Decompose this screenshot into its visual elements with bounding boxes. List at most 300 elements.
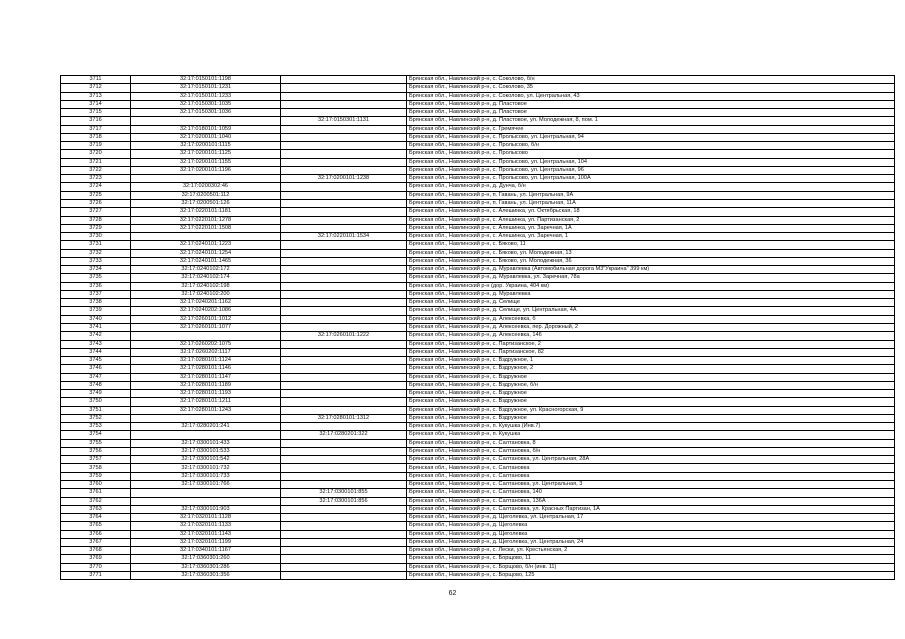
table-row	[61, 175, 895, 183]
land-cadastral-number-cell: 32:17:0300101:903	[131, 505, 281, 513]
address-cell: Брянская обл., Навлинский р-н, с. Бяково, 11	[407, 241, 895, 249]
address-cell: Брянская обл., Навлинский р-н, д. Щеголевка	[407, 522, 895, 530]
table-row	[61, 439, 895, 447]
building-cadastral-number-cell	[281, 183, 407, 191]
table-row	[61, 447, 895, 455]
table-row	[61, 117, 895, 125]
row-number-cell: 3749	[61, 390, 131, 398]
land-cadastral-number-cell	[131, 175, 281, 183]
row-number-cell: 3739	[61, 307, 131, 315]
address-cell: Брянская обл., Навлинский р-н, с. Салтановка, 140	[407, 489, 895, 497]
address-cell: Брянская обл., Навлинский р-н, с. Салтановка, ул. Центральная, 3	[407, 481, 895, 489]
address-cell: Брянская обл., Навлинский р-н, с. Лески, ул. Крестьянская, 2	[407, 547, 895, 555]
building-cadastral-number-cell	[281, 390, 407, 398]
table-row	[61, 199, 895, 207]
table-row	[61, 299, 895, 307]
building-cadastral-number-cell	[281, 348, 407, 356]
address-cell: Брянская обл., Навлинский р-н, с. Пролысово, ул. Центральная, 96	[407, 166, 895, 174]
land-cadastral-number-cell: 32:17:0150101:1198	[131, 76, 281, 84]
table-row	[61, 233, 895, 241]
table-row	[61, 208, 895, 216]
building-cadastral-number-cell	[281, 142, 407, 150]
table-row	[61, 406, 895, 414]
building-cadastral-number-cell	[281, 208, 407, 216]
land-cadastral-number-cell: 32:17:0240102:174	[131, 274, 281, 282]
row-number-cell: 3715	[61, 109, 131, 117]
building-cadastral-number-cell	[281, 150, 407, 158]
address-cell: Брянская обл., Навлинский р-н, д. Пластовое	[407, 109, 895, 117]
address-cell: Брянская обл., Навлинский р-н, с. Вздружное	[407, 414, 895, 422]
building-cadastral-number-cell	[281, 514, 407, 522]
table-row	[61, 497, 895, 505]
address-cell: Брянская обл., Навлинский р-н, с. Алешинка, ул. Заречная, 1А	[407, 224, 895, 232]
row-number-cell: 3725	[61, 191, 131, 199]
address-cell: Брянская обл., Навлинский р-н, с. Вздружное, ул. Красногорская, 9	[407, 406, 895, 414]
row-number-cell: 3761	[61, 489, 131, 497]
building-cadastral-number-cell	[281, 555, 407, 563]
building-cadastral-number-cell	[281, 323, 407, 331]
building-cadastral-number-cell	[281, 406, 407, 414]
table-row	[61, 489, 895, 497]
table-row	[61, 109, 895, 117]
table-row	[61, 216, 895, 224]
table-row	[61, 373, 895, 381]
row-number-cell: 3755	[61, 439, 131, 447]
table-row	[61, 414, 895, 422]
row-number-cell: 3766	[61, 530, 131, 538]
table-row	[61, 472, 895, 480]
address-cell: Брянская обл., Навлинский р-н, д. Муравлевка, ул. Заречная, 78а	[407, 274, 895, 282]
address-cell: Брянская обл., Навлинский р-н, с. Пролысово, ул. Центральная, 94	[407, 133, 895, 141]
row-number-cell: 3759	[61, 472, 131, 480]
table-row	[61, 133, 895, 141]
address-cell: Брянская обл., Навлинский р-н, д. Муравлевка (Автомобильная дорога М3"Украина" 399 км)	[407, 266, 895, 274]
building-cadastral-number-cell	[281, 307, 407, 315]
land-cadastral-number-cell: 32:17:0200101:1040	[131, 133, 281, 141]
address-cell: Брянская обл., Навлинский р-н, с. Пролысово	[407, 150, 895, 158]
building-cadastral-number-cell: 32:17:0220101:1534	[281, 233, 407, 241]
address-cell: Брянская обл., Навлинский р-н, с. Салтановка, ул. Красных Партизан, 1А	[407, 505, 895, 513]
table-row	[61, 142, 895, 150]
land-cadastral-number-cell: 32:17:0260101:1012	[131, 315, 281, 323]
row-number-cell: 3769	[61, 555, 131, 563]
address-cell: Брянская обл., Навлинский р-н, с. Соколово, б/н	[407, 76, 895, 84]
land-cadastral-number-cell: 32:17:0150101:1233	[131, 92, 281, 100]
building-cadastral-number-cell	[281, 530, 407, 538]
address-cell: Брянская обл., Навлинский р-н, с. Пролысово, ул. Центральная, 100А	[407, 175, 895, 183]
table-row	[61, 530, 895, 538]
table-row	[61, 348, 895, 356]
building-cadastral-number-cell	[281, 315, 407, 323]
building-cadastral-number-cell: 32:17:0280101:1312	[281, 414, 407, 422]
land-cadastral-number-cell: 32:17:0200302:46	[131, 183, 281, 191]
table-row	[61, 456, 895, 464]
land-cadastral-number-cell: 32:17:0260202:1075	[131, 340, 281, 348]
row-number-cell: 3750	[61, 398, 131, 406]
row-number-cell: 3758	[61, 464, 131, 472]
row-number-cell: 3713	[61, 92, 131, 100]
building-cadastral-number-cell: 32:17:0280201:322	[281, 431, 407, 439]
address-cell: Брянская обл., Навлинский р-н, д. Дунча, б/н	[407, 183, 895, 191]
building-cadastral-number-cell	[281, 290, 407, 298]
table-row	[61, 191, 895, 199]
row-number-cell: 3757	[61, 456, 131, 464]
building-cadastral-number-cell: 32:17:0260101:1222	[281, 332, 407, 340]
building-cadastral-number-cell	[281, 133, 407, 141]
building-cadastral-number-cell	[281, 464, 407, 472]
land-cadastral-number-cell: 32:17:0150101:1231	[131, 84, 281, 92]
address-cell: Брянская обл., Навлинский р-н, с. Салтановка, б/н	[407, 447, 895, 455]
land-cadastral-number-cell: 32:17:0300101:732	[131, 464, 281, 472]
building-cadastral-number-cell	[281, 563, 407, 571]
table-row	[61, 431, 895, 439]
address-cell: Брянская обл., Навлинский р-н, д. Селище, ул. Центральная, 4А	[407, 307, 895, 315]
building-cadastral-number-cell	[281, 92, 407, 100]
table-row	[61, 563, 895, 571]
table-row	[61, 332, 895, 340]
address-cell: Брянская обл., Навлинский р-н, д. Муравлевка	[407, 290, 895, 298]
table-row	[61, 257, 895, 265]
row-number-cell: 3718	[61, 133, 131, 141]
table-row	[61, 381, 895, 389]
table-row	[61, 340, 895, 348]
land-cadastral-number-cell	[131, 414, 281, 422]
row-number-cell: 3721	[61, 158, 131, 166]
land-cadastral-number-cell: 32:17:0280101:1211	[131, 398, 281, 406]
address-cell: Брянская обл., Навлинский р-н, д. Селище	[407, 299, 895, 307]
address-cell: Брянская обл., Навлинский р-н, д. Щеголевка, ул. Центральная, 17	[407, 514, 895, 522]
land-cadastral-number-cell: 32:17:0280101:1193	[131, 390, 281, 398]
table-row	[61, 100, 895, 108]
row-number-cell: 3714	[61, 100, 131, 108]
land-cadastral-number-cell: 32:17:0260202:1117	[131, 348, 281, 356]
row-number-cell: 3724	[61, 183, 131, 191]
address-cell: Брянская обл., Навлинский р-н, с. Партизанское, 82	[407, 348, 895, 356]
building-cadastral-number-cell	[281, 398, 407, 406]
building-cadastral-number-cell	[281, 538, 407, 546]
land-cadastral-number-cell: 32:17:0280201:241	[131, 423, 281, 431]
row-number-cell: 3736	[61, 282, 131, 290]
table-row	[61, 307, 895, 315]
row-number-cell: 3731	[61, 241, 131, 249]
address-cell: Брянская обл., Навлинский р-н, с. Бяково, ул. Молодежная, 13	[407, 249, 895, 257]
land-cadastral-number-cell: 32:17:0220101:1181	[131, 208, 281, 216]
land-cadastral-number-cell: 32:17:0260101:1077	[131, 323, 281, 331]
table-row	[61, 505, 895, 513]
building-cadastral-number-cell	[281, 191, 407, 199]
building-cadastral-number-cell	[281, 547, 407, 555]
building-cadastral-number-cell: 32:17:0300101:856	[281, 497, 407, 505]
address-cell: Брянская обл., Навлинский р-н, с. Гремячее	[407, 125, 895, 133]
address-cell: Брянская обл., Навлинский р-н, д. Щеголевка	[407, 530, 895, 538]
address-cell: Брянская обл., Навлинский р-н, с. Пролысово, б/н	[407, 142, 895, 150]
building-cadastral-number-cell	[281, 84, 407, 92]
row-number-cell: 3728	[61, 216, 131, 224]
row-number-cell: 3723	[61, 175, 131, 183]
land-cadastral-number-cell: 32:17:0200101:1196	[131, 166, 281, 174]
address-cell: Брянская обл., Навлинский р-н, с. Алешинка, ул. Партизанская, 2	[407, 216, 895, 224]
table-row	[61, 357, 895, 365]
address-cell: Брянская обл., Навлинский р-н, с. Салтановка, ул. Центральная, 28А	[407, 456, 895, 464]
registry-sheet	[60, 75, 835, 580]
land-cadastral-number-cell: 32:17:0300101:533	[131, 447, 281, 455]
table-row	[61, 571, 895, 579]
address-cell: Брянская обл., Навлинский р-н, с. Соколово, ул. Центральная, 43	[407, 92, 895, 100]
address-cell: Брянская обл., Навлинский р-н, с. Партизанское, 2	[407, 340, 895, 348]
address-cell: Брянская обл., Навлинский р-н, д. Щеголевка, ул. Центральная, 24	[407, 538, 895, 546]
registry-table-body	[61, 76, 895, 580]
land-cadastral-number-cell: 32:17:0280101:1189	[131, 381, 281, 389]
address-cell: Брянская обл., Навлинский р-н, с. Бяково, ул. Молодежная, 36	[407, 257, 895, 265]
address-cell: Брянская обл., Навлинский р-н, с. Вздружное	[407, 390, 895, 398]
row-number-cell: 3751	[61, 406, 131, 414]
table-row	[61, 398, 895, 406]
building-cadastral-number-cell	[281, 381, 407, 389]
address-cell: Брянская обл., Навлинский р-н, д. Алексеевка, 146	[407, 332, 895, 340]
row-number-cell: 3711	[61, 76, 131, 84]
building-cadastral-number-cell	[281, 373, 407, 381]
land-cadastral-number-cell: 32:17:0280101:1146	[131, 365, 281, 373]
table-row	[61, 183, 895, 191]
land-cadastral-number-cell: 32:17:0200101:1125	[131, 150, 281, 158]
table-row	[61, 224, 895, 232]
land-cadastral-number-cell: 32:17:0360301:260	[131, 555, 281, 563]
land-cadastral-number-cell	[131, 497, 281, 505]
building-cadastral-number-cell	[281, 365, 407, 373]
building-cadastral-number-cell	[281, 76, 407, 84]
land-cadastral-number-cell	[131, 489, 281, 497]
row-number-cell: 3734	[61, 266, 131, 274]
building-cadastral-number-cell	[281, 125, 407, 133]
land-cadastral-number-cell: 32:17:0300101:766	[131, 481, 281, 489]
row-number-cell: 3743	[61, 340, 131, 348]
row-number-cell: 3762	[61, 497, 131, 505]
table-row	[61, 166, 895, 174]
table-row	[61, 514, 895, 522]
row-number-cell: 3748	[61, 381, 131, 389]
address-cell: Брянская обл., Навлинский р-н, с. Салтановка	[407, 472, 895, 480]
row-number-cell: 3738	[61, 299, 131, 307]
address-cell: Брянская обл., Навлинский р-н, д. Алексеевка, пер. Дорожный, 2	[407, 323, 895, 331]
land-cadastral-number-cell: 32:17:0320101:1128	[131, 514, 281, 522]
table-row	[61, 150, 895, 158]
building-cadastral-number-cell	[281, 109, 407, 117]
building-cadastral-number-cell	[281, 357, 407, 365]
row-number-cell: 3735	[61, 274, 131, 282]
land-cadastral-number-cell	[131, 332, 281, 340]
address-cell: Брянская обл., Навлинский р-н, с. Вздружное	[407, 373, 895, 381]
land-cadastral-number-cell: 32:17:0150301:1036	[131, 109, 281, 117]
row-number-cell: 3737	[61, 290, 131, 298]
row-number-cell: 3745	[61, 357, 131, 365]
row-number-cell: 3742	[61, 332, 131, 340]
address-cell: Брянская обл., Навлинский р-н, п. Кукушка	[407, 431, 895, 439]
row-number-cell: 3771	[61, 571, 131, 579]
building-cadastral-number-cell	[281, 274, 407, 282]
building-cadastral-number-cell	[281, 299, 407, 307]
building-cadastral-number-cell	[281, 340, 407, 348]
table-row	[61, 274, 895, 282]
row-number-cell: 3719	[61, 142, 131, 150]
land-cadastral-number-cell: 32:17:0220101:1508	[131, 224, 281, 232]
address-cell: Брянская обл., Навлинский р-н, п. Гавань, ул. Центральная, 11А	[407, 199, 895, 207]
building-cadastral-number-cell	[281, 439, 407, 447]
building-cadastral-number-cell	[281, 257, 407, 265]
table-row	[61, 538, 895, 546]
table-row	[61, 84, 895, 92]
address-cell: Брянская обл., Навлинский р-н, с. Пролысово, ул. Центральная, 104	[407, 158, 895, 166]
table-row	[61, 249, 895, 257]
building-cadastral-number-cell: 32:17:0200101:1238	[281, 175, 407, 183]
row-number-cell: 3732	[61, 249, 131, 257]
land-cadastral-number-cell: 32:17:0300101:733	[131, 472, 281, 480]
row-number-cell: 3730	[61, 233, 131, 241]
row-number-cell: 3722	[61, 166, 131, 174]
row-number-cell: 3764	[61, 514, 131, 522]
land-cadastral-number-cell: 32:17:0360301:356	[131, 571, 281, 579]
row-number-cell: 3754	[61, 431, 131, 439]
table-row	[61, 125, 895, 133]
building-cadastral-number-cell: 32:17:0150301:1131	[281, 117, 407, 125]
table-row	[61, 481, 895, 489]
building-cadastral-number-cell	[281, 166, 407, 174]
land-cadastral-number-cell: 32:17:0240102:200	[131, 290, 281, 298]
row-number-cell: 3746	[61, 365, 131, 373]
address-cell: Брянская обл., Навлинский р-н, с. Салтановка, 136А	[407, 497, 895, 505]
row-number-cell: 3765	[61, 522, 131, 530]
address-cell: Брянская обл., Навлинский р-н, с. Вздружное	[407, 398, 895, 406]
land-cadastral-number-cell: 32:17:0240101:1465	[131, 257, 281, 265]
address-cell: Брянская обл., Навлинский р-н, с. Борщово, б/н (инв. 11)	[407, 563, 895, 571]
land-cadastral-number-cell: 32:17:0360301:286	[131, 563, 281, 571]
row-number-cell: 3752	[61, 414, 131, 422]
table-row	[61, 241, 895, 249]
building-cadastral-number-cell	[281, 282, 407, 290]
address-cell: Брянская обл., Навлинский р-н, с. Соколово, 35	[407, 84, 895, 92]
building-cadastral-number-cell	[281, 481, 407, 489]
building-cadastral-number-cell: 32:17:0300101:855	[281, 489, 407, 497]
table-row	[61, 365, 895, 373]
registry-table	[60, 75, 895, 580]
address-cell: Брянская обл., Навлинский р-н, с. Салтановка, 8	[407, 439, 895, 447]
table-row	[61, 555, 895, 563]
land-cadastral-number-cell: 32:17:0240201:1162	[131, 299, 281, 307]
land-cadastral-number-cell: 32:17:0320101:1143	[131, 530, 281, 538]
building-cadastral-number-cell	[281, 199, 407, 207]
address-cell: Брянская обл., Навлинский р-н, д. Алексеевка, б	[407, 315, 895, 323]
table-row	[61, 282, 895, 290]
row-number-cell: 3716	[61, 117, 131, 125]
row-number-cell: 3756	[61, 447, 131, 455]
building-cadastral-number-cell	[281, 158, 407, 166]
row-number-cell: 3717	[61, 125, 131, 133]
land-cadastral-number-cell: 32:17:0240202:1086	[131, 307, 281, 315]
land-cadastral-number-cell	[131, 431, 281, 439]
land-cadastral-number-cell: 32:17:0280101:1124	[131, 357, 281, 365]
building-cadastral-number-cell	[281, 456, 407, 464]
table-row	[61, 464, 895, 472]
address-cell: Брянская обл., Навлинский р-н, п. Гавань, ул. Центральная, 9А	[407, 191, 895, 199]
land-cadastral-number-cell: 32:17:0200101:1115	[131, 142, 281, 150]
land-cadastral-number-cell	[131, 233, 281, 241]
building-cadastral-number-cell	[281, 522, 407, 530]
land-cadastral-number-cell	[131, 117, 281, 125]
table-row	[61, 423, 895, 431]
building-cadastral-number-cell	[281, 241, 407, 249]
building-cadastral-number-cell	[281, 100, 407, 108]
row-number-cell: 3747	[61, 373, 131, 381]
building-cadastral-number-cell	[281, 472, 407, 480]
address-cell: Брянская обл., Навлинский р-н, д. Пластовое	[407, 100, 895, 108]
row-number-cell: 3712	[61, 84, 131, 92]
page-number: 62	[448, 590, 457, 597]
building-cadastral-number-cell	[281, 249, 407, 257]
land-cadastral-number-cell: 32:17:0200101:1155	[131, 158, 281, 166]
row-number-cell: 3741	[61, 323, 131, 331]
land-cadastral-number-cell: 32:17:0340101:1167	[131, 547, 281, 555]
table-row	[61, 158, 895, 166]
address-cell: Брянская обл., Навлинский р-н, с. Борщово, 125	[407, 571, 895, 579]
row-number-cell: 3729	[61, 224, 131, 232]
land-cadastral-number-cell: 32:17:0280101:1147	[131, 373, 281, 381]
table-row	[61, 315, 895, 323]
building-cadastral-number-cell	[281, 571, 407, 579]
land-cadastral-number-cell: 32:17:0240102:198	[131, 282, 281, 290]
row-number-cell: 3720	[61, 150, 131, 158]
row-number-cell: 3760	[61, 481, 131, 489]
address-cell: Брянская обл., Навлинский р-н, с. Борщово, 11	[407, 555, 895, 563]
building-cadastral-number-cell	[281, 423, 407, 431]
building-cadastral-number-cell	[281, 266, 407, 274]
address-cell: Брянская обл., Навлинский р-н, с. Вздружное, 2	[407, 365, 895, 373]
row-number-cell: 3768	[61, 547, 131, 555]
land-cadastral-number-cell: 32:17:0320101:1133	[131, 522, 281, 530]
row-number-cell: 3727	[61, 208, 131, 216]
land-cadastral-number-cell: 32:17:0200501:112	[131, 191, 281, 199]
land-cadastral-number-cell: 32:17:0200501:126	[131, 199, 281, 207]
land-cadastral-number-cell: 32:17:0280101:1243	[131, 406, 281, 414]
table-row	[61, 76, 895, 84]
address-cell: Брянская обл., Навлинский р-н, д. Пластовое, ул. Молодежная, 8, пом. 1	[407, 117, 895, 125]
land-cadastral-number-cell: 32:17:0300101:433	[131, 439, 281, 447]
building-cadastral-number-cell	[281, 224, 407, 232]
land-cadastral-number-cell: 32:17:0180101:1059	[131, 125, 281, 133]
building-cadastral-number-cell	[281, 505, 407, 513]
table-row	[61, 547, 895, 555]
table-row	[61, 390, 895, 398]
address-cell: Брянская обл., Навлинский р-н, с. Салтановка	[407, 464, 895, 472]
table-row	[61, 266, 895, 274]
row-number-cell: 3763	[61, 505, 131, 513]
land-cadastral-number-cell: 32:17:0320101:1199	[131, 538, 281, 546]
row-number-cell: 3726	[61, 199, 131, 207]
land-cadastral-number-cell: 32:17:0300101:542	[131, 456, 281, 464]
table-row	[61, 323, 895, 331]
address-cell: Брянская обл., Навлинский р-н, с. Вздружное, б/н	[407, 381, 895, 389]
row-number-cell: 3740	[61, 315, 131, 323]
address-cell: Брянская обл., Навлинский р-н, с. Алешинка, ул. Октябрьская, 18	[407, 208, 895, 216]
table-row	[61, 92, 895, 100]
row-number-cell: 3767	[61, 538, 131, 546]
building-cadastral-number-cell	[281, 216, 407, 224]
land-cadastral-number-cell: 32:17:0240102:172	[131, 266, 281, 274]
address-cell: Брянская обл., Навлинский р-н, п. Кукушка (Инв.7)	[407, 423, 895, 431]
land-cadastral-number-cell: 32:17:0220101:1278	[131, 216, 281, 224]
land-cadastral-number-cell: 32:17:0240101:1223	[131, 241, 281, 249]
row-number-cell: 3733	[61, 257, 131, 265]
land-cadastral-number-cell: 32:17:0240101:1254	[131, 249, 281, 257]
table-row	[61, 522, 895, 530]
